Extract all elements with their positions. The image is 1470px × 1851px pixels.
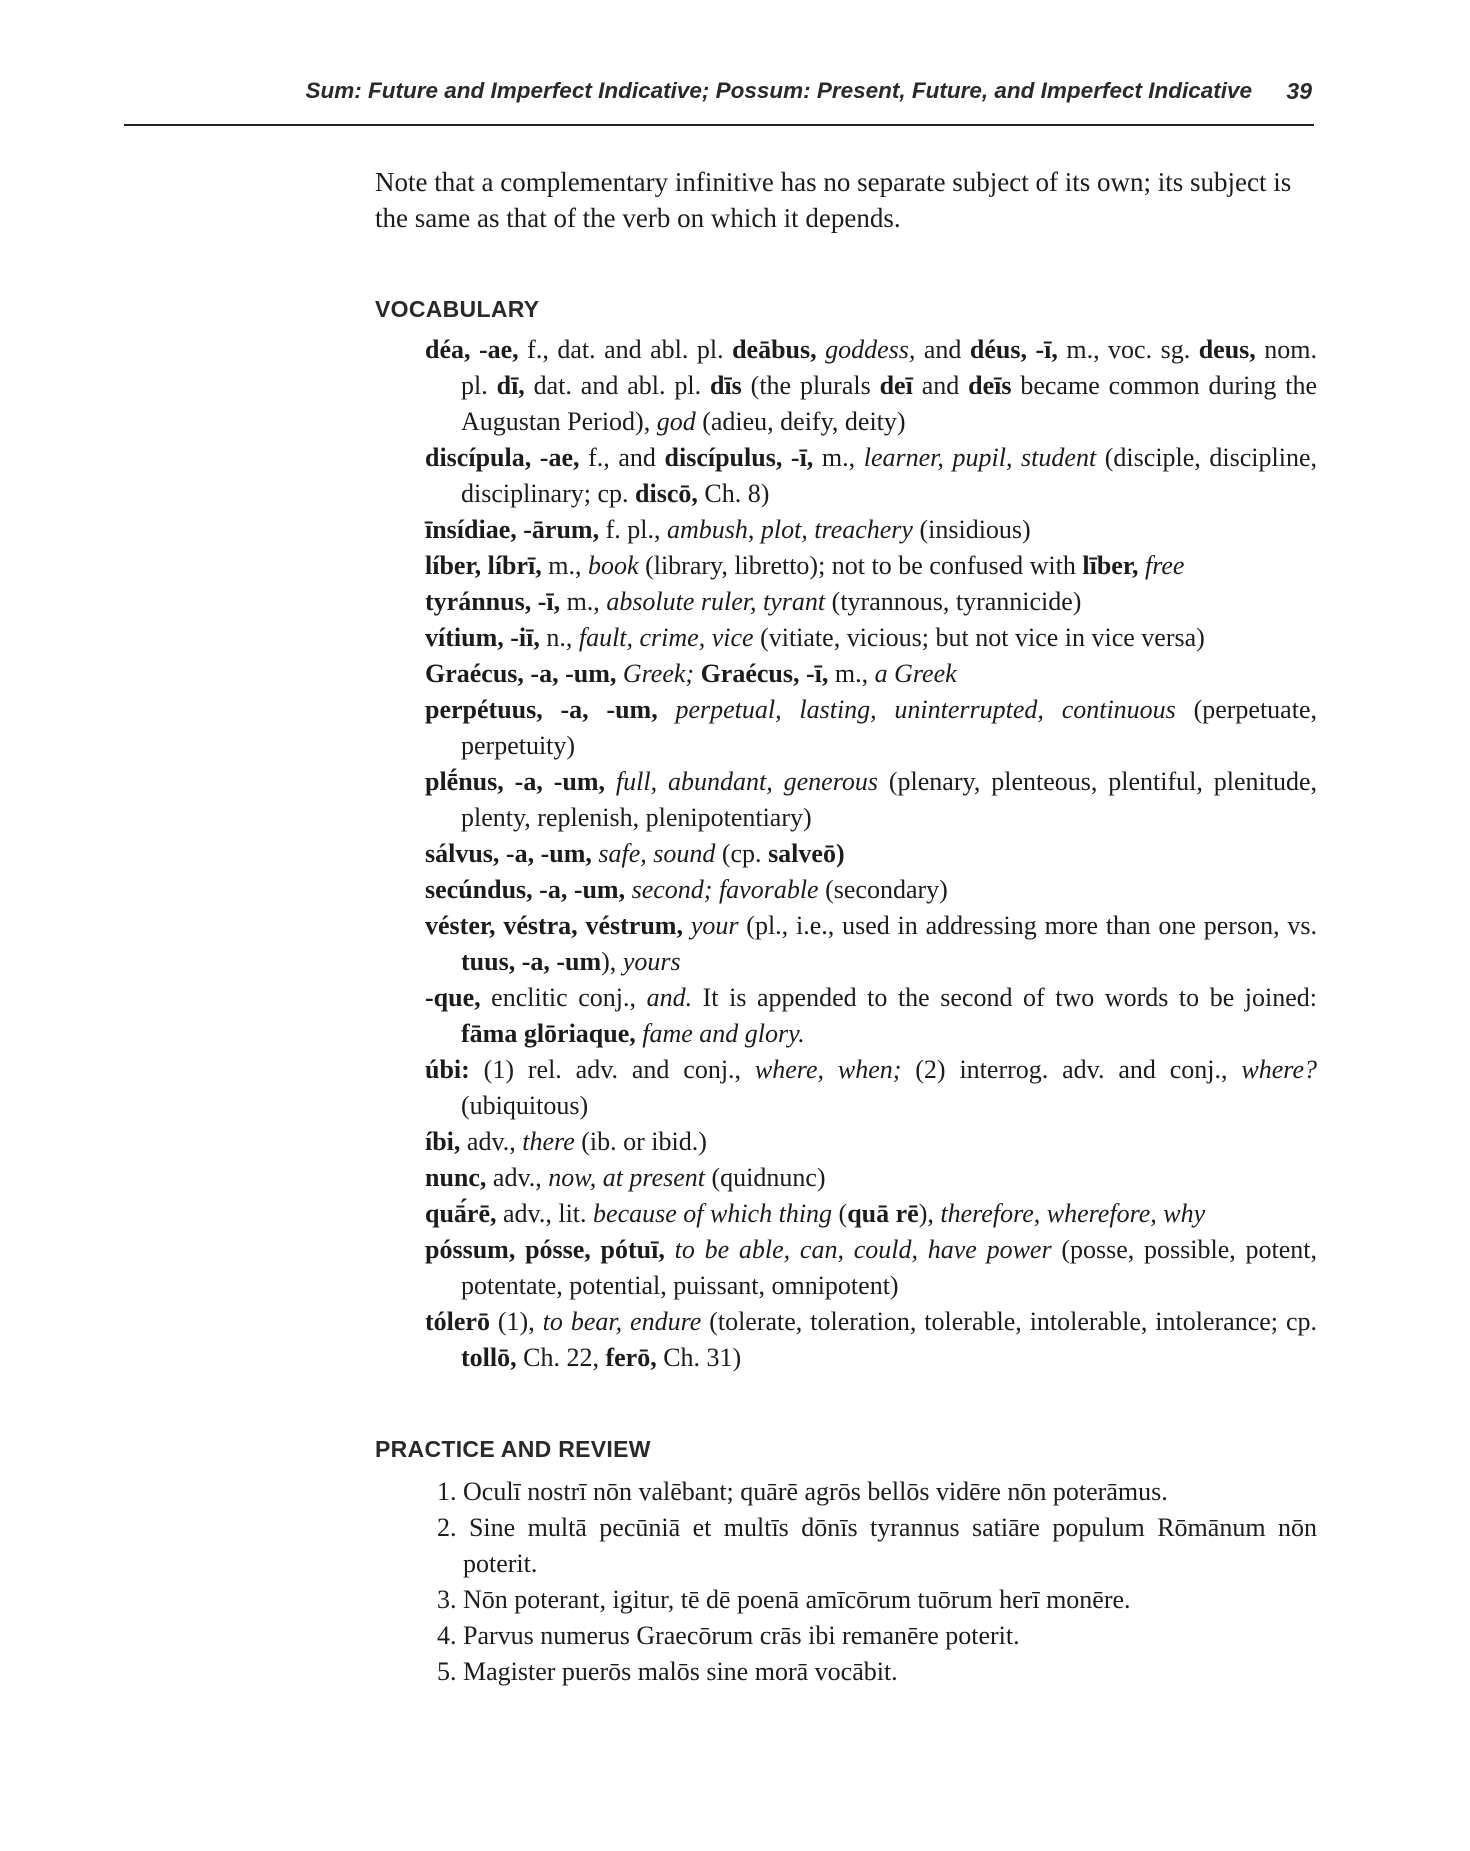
- entry-text: and: [912, 371, 969, 400]
- entry-text: adv., lit.: [496, 1199, 594, 1228]
- latin-term: íbi,: [425, 1127, 461, 1156]
- latin-term: Graécus, -ī,: [700, 659, 829, 688]
- vocab-entry: [425, 656, 1317, 692]
- latin-term: deī: [879, 371, 913, 400]
- latin-term: dīs: [709, 371, 742, 400]
- latin-term: īnsídiae, -ārum,: [425, 515, 600, 544]
- latin-term: perpétuus, -a, -um,: [425, 695, 658, 724]
- latin-term: póssum, pósse, pótuī,: [425, 1235, 665, 1264]
- latin-term: plḗnus, -a, -um,: [425, 767, 606, 796]
- entry-text: f., dat. and abl. pl.: [518, 335, 733, 364]
- entry-text: (1),: [489, 1307, 543, 1336]
- entry-text: and: [915, 335, 970, 364]
- english-meaning: therefore, wherefore, why: [940, 1199, 1206, 1228]
- entry-text: ),: [601, 947, 623, 976]
- latin-term: dī,: [496, 371, 525, 400]
- latin-term: véster, véstra, véstrum,: [425, 911, 683, 940]
- practice-item: 2. Sine multā pecūniā et multīs dōnīs tyrannus satiāre populum Rōmānum nōn poterit.: [437, 1513, 1317, 1578]
- latin-term: deus,: [1198, 335, 1256, 364]
- english-meaning: absolute ruler, tyrant: [606, 587, 826, 616]
- entry-text: [658, 695, 676, 724]
- latin-term: secúndus, -a, -um,: [425, 875, 626, 904]
- page-header: [124, 74, 1314, 126]
- english-meaning: god: [656, 407, 696, 436]
- latin-term: deābus,: [732, 335, 817, 364]
- english-meaning: free: [1145, 551, 1185, 580]
- english-meaning: book: [588, 551, 639, 580]
- entry-text: adv.,: [460, 1127, 523, 1156]
- entry-text: (pl., i.e., used in addressing more than one person, vs.: [738, 911, 1318, 940]
- vocab-entry: [425, 584, 1317, 620]
- english-meaning: fame and glory.: [642, 1019, 805, 1048]
- english-meaning: safe, sound: [598, 839, 716, 868]
- latin-term: Graécus, -a, -um,: [425, 659, 617, 688]
- latin-term: tollō,: [461, 1343, 517, 1372]
- vocab-entry: [425, 548, 1317, 584]
- latin-term: quā rē: [847, 1199, 919, 1228]
- entry-text: (tyrannous, tyrannicide): [825, 587, 1082, 616]
- latin-term: sálvus, -a, -um,: [425, 839, 592, 868]
- latin-term: déa, -ae,: [425, 335, 519, 364]
- english-meaning: fault, crime, vice: [578, 623, 754, 652]
- vocab-entry: [425, 836, 1317, 872]
- entry-text: (insidious): [912, 515, 1031, 544]
- vocabulary-list: [425, 332, 1317, 1376]
- entry-text: f. pl.,: [599, 515, 667, 544]
- practice-item: 4. Parvus numerus Graecōrum crās ibi remanēre poterit.: [437, 1621, 1020, 1650]
- entry-text: Ch. 22,: [516, 1343, 606, 1372]
- entry-text: m.,: [828, 659, 875, 688]
- english-meaning: perpetual, lasting, uninterrupted, continuous: [675, 695, 1176, 724]
- vocab-entry: [425, 1196, 1317, 1232]
- english-meaning: yours: [622, 947, 681, 976]
- english-meaning: Greek;: [622, 659, 695, 688]
- entry-text: (vitiate, vicious; but not vice in vice versa): [753, 623, 1205, 652]
- english-meaning: where, when;: [754, 1055, 902, 1084]
- entry-text: (posse, possible, potent, potentate, potential, puissant, omnipotent): [461, 1235, 1318, 1300]
- practice-item: 1. Oculī nostrī nōn valēbant; quārē agrōs bellōs vidēre nōn poterāmus.: [437, 1477, 1168, 1506]
- entry-text: [605, 767, 616, 796]
- latin-term: nunc,: [425, 1163, 487, 1192]
- vocab-entry: [425, 692, 1317, 764]
- latin-term: discípula, -ae,: [425, 443, 580, 472]
- latin-term: úbi:: [425, 1055, 470, 1084]
- english-meaning: a Greek: [874, 659, 957, 688]
- latin-term: vítium, -iī,: [425, 623, 540, 652]
- vocab-entry: [425, 332, 1317, 440]
- latin-term: salveō): [768, 839, 845, 868]
- latin-term: quā́rē,: [425, 1199, 497, 1228]
- vocab-entry: [425, 764, 1317, 836]
- practice-heading: PRACTICE AND REVIEW: [375, 1436, 651, 1462]
- vocab-entry: [425, 1232, 1317, 1304]
- entry-text: [683, 911, 691, 940]
- vocab-entry: [425, 1304, 1317, 1376]
- vocab-entry: [425, 440, 1317, 512]
- entry-text: (the plurals: [741, 371, 880, 400]
- entry-text: (plenary, plenteous, plentiful, plenitude, plenty, replenish, plenipotentiary): [461, 767, 1318, 832]
- english-meaning: full, abundant, generous: [615, 767, 878, 796]
- practice-item: 3. Nōn poterant, igitur, tē dē poenā amīcōrum tuōrum herī monēre.: [437, 1585, 1131, 1614]
- entry-text: ),: [918, 1199, 941, 1228]
- latin-term: tuus, -a, -um: [461, 947, 602, 976]
- entry-text: (ib. or ibid.): [574, 1127, 707, 1156]
- latin-term: ferō,: [605, 1343, 657, 1372]
- latin-term: discípulus, -ī,: [664, 443, 814, 472]
- entry-text: (adieu, deify, deity): [695, 407, 906, 436]
- entry-text: n.,: [539, 623, 579, 652]
- entry-text: (disciple, discipline, disciplinary; cp.: [461, 443, 1317, 508]
- entry-text: m.,: [813, 443, 864, 472]
- english-meaning: second; favorable: [631, 875, 819, 904]
- entry-text: [665, 1235, 675, 1264]
- entry-text: nom. pl.: [461, 335, 1317, 400]
- vocab-entry: [425, 980, 1317, 1052]
- entry-text: adv.,: [486, 1163, 549, 1192]
- entry-text: (tolerate, toleration, tolerable, intolerable, intolerance; cp.: [701, 1307, 1317, 1336]
- latin-term: tólerō: [425, 1307, 490, 1336]
- latin-term: fāma glōriaque,: [461, 1019, 636, 1048]
- entry-text: (1) rel. adv. and conj.,: [469, 1055, 755, 1084]
- english-meaning: to be able, can, could, have power: [674, 1235, 1052, 1264]
- latin-term: déus, -ī,: [969, 335, 1058, 364]
- english-meaning: learner, pupil, student: [863, 443, 1097, 472]
- entry-text: (secondary): [818, 875, 948, 904]
- entry-text: It is appended to the second of two words to be joined:: [692, 983, 1318, 1012]
- entry-text: m.,: [560, 587, 607, 616]
- vocab-entry: [425, 872, 1317, 908]
- entry-text: (ubiquitous): [461, 1091, 589, 1120]
- english-meaning: to bear, endure: [542, 1307, 702, 1336]
- page-number: 39: [1286, 78, 1312, 104]
- page-body: [375, 164, 1317, 1690]
- entry-text: Ch. 31): [656, 1343, 742, 1372]
- vocab-entry: [425, 620, 1317, 656]
- entry-text: (library, libretto); not to be confused with: [638, 551, 1083, 580]
- entry-text: (perpetuate, perpetuity): [461, 695, 1317, 760]
- entry-text: (: [832, 1199, 848, 1228]
- entry-text: (2) interrog. adv. and conj.,: [901, 1055, 1242, 1084]
- english-meaning: now, at present: [548, 1163, 705, 1192]
- vocab-entry: [425, 1124, 1317, 1160]
- entry-text: became common during the Augustan Period),: [461, 371, 1317, 436]
- english-meaning: because of which thing: [593, 1199, 833, 1228]
- english-meaning: goddess,: [825, 335, 916, 364]
- entry-text: f., and: [579, 443, 665, 472]
- latin-term: -que,: [425, 983, 481, 1012]
- latin-term: līber,: [1082, 551, 1139, 580]
- vocab-entry: [425, 1052, 1317, 1124]
- vocab-entry: [425, 908, 1317, 980]
- vocab-entry: [425, 1160, 1317, 1196]
- entry-text: Ch. 8): [697, 479, 770, 508]
- entry-text: enclitic conj.,: [480, 983, 647, 1012]
- running-head: Sum: Future and Imperfect Indicative; Possum: Present, Future, and Imperfect Indicative: [305, 78, 1252, 103]
- entry-text: dat. and abl. pl.: [524, 371, 710, 400]
- english-meaning: there: [522, 1127, 575, 1156]
- english-meaning: ambush, plot, treachery: [666, 515, 913, 544]
- practice-item: 5. Magister puerōs malōs sine morā vocābit.: [437, 1657, 898, 1686]
- english-meaning: and.: [646, 983, 693, 1012]
- english-meaning: where?: [1241, 1055, 1317, 1084]
- entry-text: [817, 335, 826, 364]
- entry-text: m.,: [541, 551, 589, 580]
- vocab-entry: [425, 512, 1317, 548]
- practice-list: [437, 1474, 1317, 1690]
- latin-term: deīs: [968, 371, 1012, 400]
- english-meaning: your: [690, 911, 739, 940]
- latin-term: líber, líbrī,: [425, 551, 542, 580]
- entry-text: (quidnunc): [705, 1163, 826, 1192]
- latin-term: discō,: [635, 479, 698, 508]
- entry-text: m., voc. sg.: [1057, 335, 1199, 364]
- entry-text: (cp.: [715, 839, 769, 868]
- intro-paragraph: Note that a complementary infinitive has no separate subject of its own; its subject is the same as that of the verb on which it depends.: [375, 167, 1292, 233]
- latin-term: tyránnus, -ī,: [425, 587, 561, 616]
- vocabulary-heading: VOCABULARY: [375, 296, 540, 322]
